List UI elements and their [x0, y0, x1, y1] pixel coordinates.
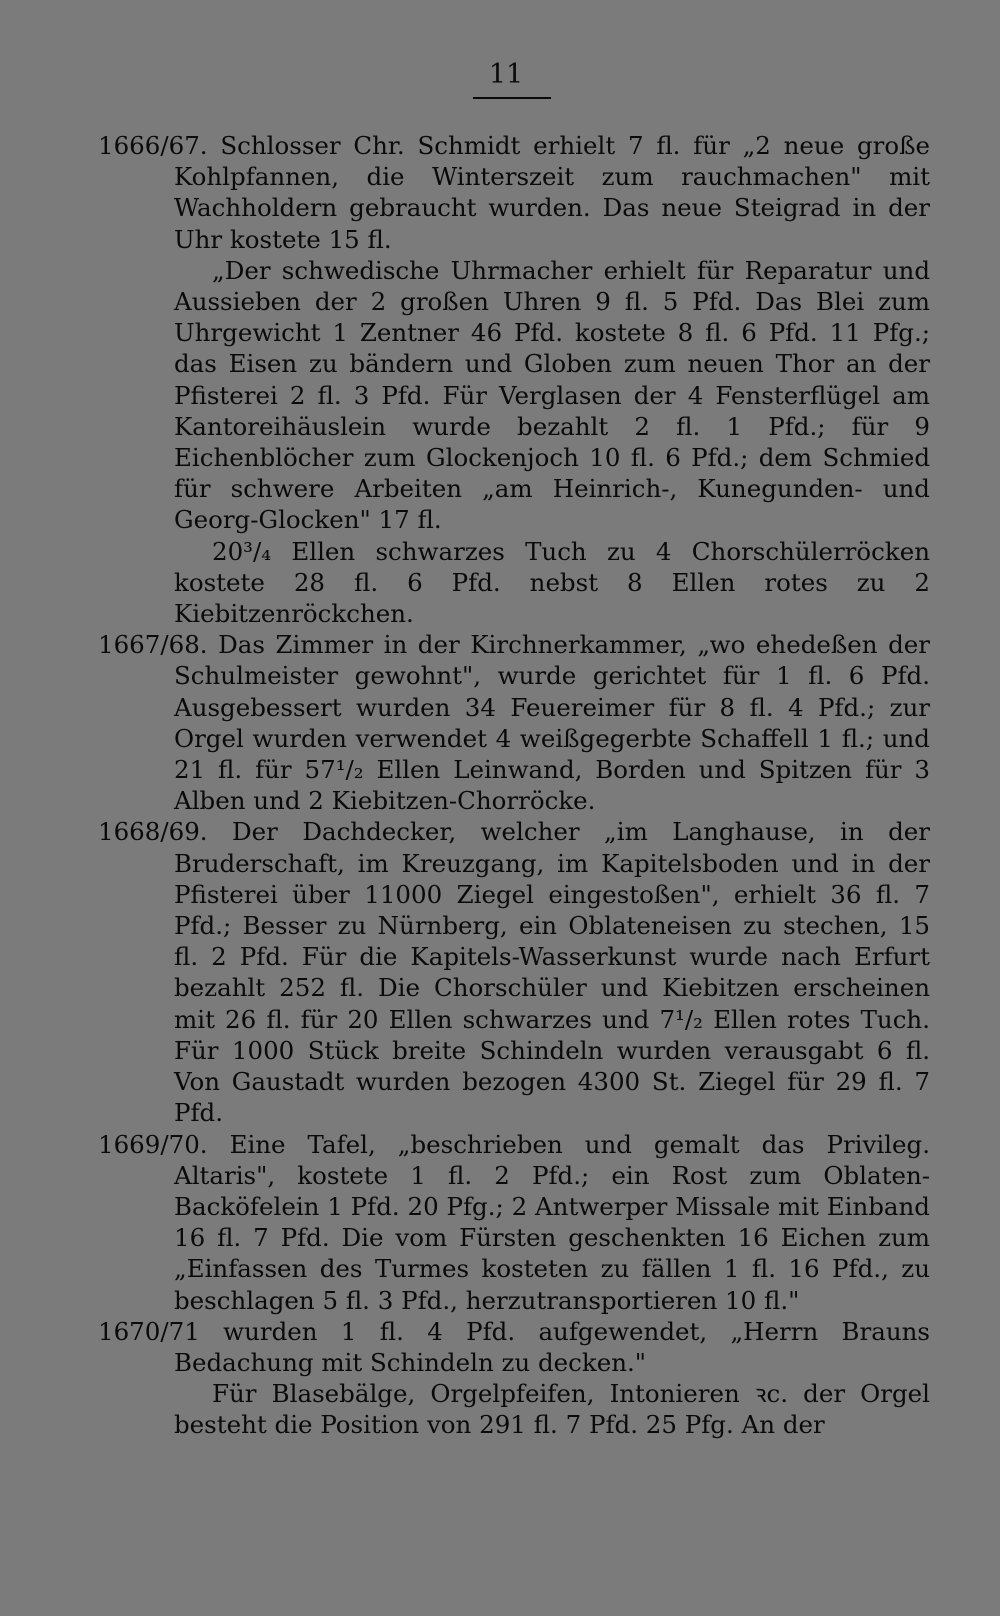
- paragraph-1666-67: [98, 130, 930, 255]
- paragraph-orgel: [98, 1378, 930, 1440]
- paragraph-text: wurden 1 fl. 4 Pfd. aufgewendet, „Herrn Brauns Bedachung mit Schindeln zu decken.": [174, 1316, 930, 1377]
- paragraph-1667-68: [98, 629, 930, 816]
- paragraph-text: Der Dachdecker, welcher „im Langhause, in der Bruderschaft, im Kreuzgang, im Kapitelsboden und in der Pfisterei über 11000 Ziegel eingestoßen", erhielt 36 fl. 7 Pfd.; Besser zu Nürnberg, ein Oblateneisen zu stechen, 15 fl. 2 Pfd. Für die Kapitels-Wasserkunst wurde nach Erfurt bezahlt 252 fl. Die Chorschüler und Kiebitzen erscheinen mit 26 fl. für 20 Ellen schwarzes und 7¹/₂ Ellen rotes Tuch. Für 1000 Stück breite Schindeln wurden verausgabt 6 fl. Von Gaustadt wurden bezogen 4300 St. Ziegel für 29 fl. 7 Pfd.: [174, 817, 930, 1128]
- paragraph-text: 20³/₄ Ellen schwarzes Tuch zu 4 Chorschülerröcken kostete 28 fl. 6 Pfd. nebst 8 Ellen rotes zu 2 Kiebitzenröckchen.: [174, 536, 930, 629]
- paragraph-1669-70: [98, 1129, 930, 1316]
- year-label: 1667/68.: [98, 630, 208, 660]
- paragraph-text: Für Blasebälge, Orgelpfeifen, Intonieren ꝛc. der Orgel besteht die Position von 291 fl. 7 Pfd. 25 Pfg. An der: [174, 1379, 930, 1440]
- year-label: 1666/67.: [98, 131, 208, 160]
- paragraph-text: „Der schwedische Uhrmacher erhielt für Reparatur und Aussieben der 2 großen Uhren 9 fl. 5 Pfd. Das Blei zum Uhrgewicht 1 Zentner 46 Pfd. kostete 8 fl. 6 Pfd. 11 Pfg.; das Eisen zu bändern und Globen zum neuen Thor an der Pfisterei 2 fl. 3 Pfd. Für Verglasen der 4 Fensterflügel am Kantoreihäuslein wurde bezahlt 2 fl. 1 Pfd.; für 9 Eichenblöcher zum Glockenjoch 10 fl. 6 Pfd.; dem Schmied für schwere Arbeiten „am Heinrich-, Kunegunden- und Georg-Glocken" 17 fl.: [174, 255, 930, 535]
- year-label: 1669/70.: [98, 1129, 208, 1159]
- year-label: 1668/69.: [98, 817, 208, 847]
- page-body: [98, 130, 930, 1441]
- paragraph-uhrmacher: [98, 255, 930, 536]
- paragraph-tuch: [98, 536, 930, 630]
- paragraph-text: Eine Tafel, „beschrieben und gemalt das Privileg. Altaris", kostete 1 fl. 2 Pfd.; ein Rost zum Oblaten-Backöfelein 1 Pfd. 20 Pfg.; 2 Antwerper Missale mit Einband 16 fl. 7 Pfd. Die vom Fürsten geschenkten 16 Eichen zum „Einfassen des Turmes kosteten zu fällen 1 fl. 16 Pfd., zu beschlagen 5 fl. 3 Pfd., herzutransportieren 10 fl.": [174, 1129, 930, 1315]
- paragraph-text: Schlosser Chr. Schmidt erhielt 7 fl. für „2 neue große Kohlpfannen, die Winterszeit zum rauchmachen" mit Wachholdern gebraucht wurden. Das neue Steigrad in der Uhr kostete 15 fl.: [174, 131, 930, 254]
- page-number: 11: [488, 59, 524, 90]
- paragraph-1670-71: [98, 1316, 930, 1378]
- page-number-rule: [473, 97, 551, 99]
- paragraph-1668-69: [98, 816, 930, 1128]
- year-label: 1670/71: [98, 1316, 200, 1346]
- paragraph-text: Das Zimmer in der Kirchnerkammer, „wo ehedeßen der Schulmeister gewohnt", wurde gerichtet für 1 fl. 6 Pfd. Ausgebessert wurden 34 Feuereimer für 8 fl. 4 Pfd.; zur Orgel wurden verwendet 4 weißgegerbte Schaffell 1 fl.; und 21 fl. für 57¹/₂ Ellen Leinwand, Borden und Spitzen für 3 Alben und 2 Kiebitzen-Chorröcke.: [174, 630, 930, 816]
